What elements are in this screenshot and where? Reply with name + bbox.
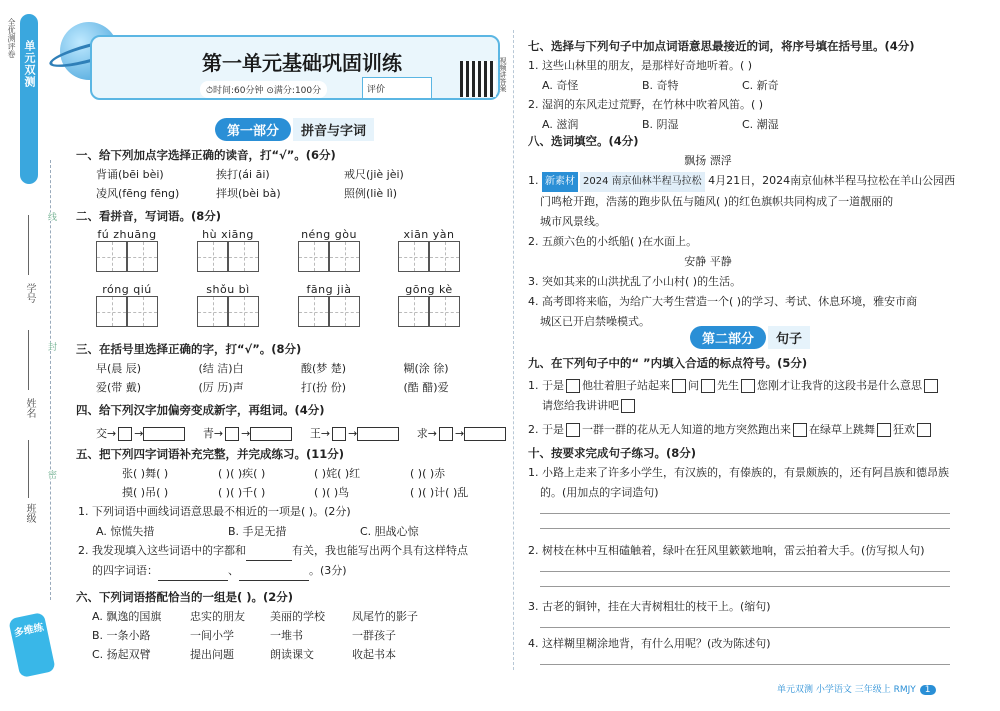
writing-box[interactable] xyxy=(298,296,329,327)
q10-s1a: 1. 小路上走来了许多小学生，有汉族的，有傣族的，有景颇族的，还有阿昌族和德昂族 xyxy=(528,466,949,479)
q9-text: 一群一群的花从无人知道的地方突然跑出来 xyxy=(582,423,791,436)
writing-box[interactable] xyxy=(228,241,259,272)
field-name: 姓名 xyxy=(24,398,35,418)
pinyin-text: fú zhuāng xyxy=(97,228,157,241)
q6-item: 一堆书 xyxy=(270,629,303,642)
q1-item[interactable]: 背诵(bēi bèi) xyxy=(96,168,164,181)
pinyin-text: xiān yàn xyxy=(403,228,455,241)
q7-option[interactable]: B. 奇特 xyxy=(642,79,679,92)
score-box[interactable] xyxy=(362,77,432,99)
writing-box[interactable] xyxy=(127,296,158,327)
q5-option[interactable]: A. 惊慌失措 xyxy=(96,525,155,538)
q2-title: 二、看拼音，写词语。(8分) xyxy=(76,209,222,223)
q8-s4a: 4. 高考即将来临，为给广大考生营造一个( )的学习、考试、休息环境，雅安市商 xyxy=(528,295,918,308)
q9-text: 您刚才让我背的这段书是什么意思 xyxy=(757,379,922,392)
q6-title: 六、下列词语搭配恰当的一组是( )。(2分) xyxy=(76,590,294,604)
writing-box[interactable] xyxy=(329,296,360,327)
question-10 xyxy=(528,444,968,665)
q5-title: 五、把下列四字词语补充完整，并完成练习。(11分) xyxy=(76,447,345,461)
q10-s4: 4. 这样糊里糊涂地背，有什么用呢？(改为陈述句) xyxy=(528,637,771,650)
q1-item[interactable]: 拌坝(bèi bà) xyxy=(216,187,281,200)
q6-item: 提出问题 xyxy=(190,648,234,661)
q10-s2: 2. 树枝在林中互相磕触着，绿叶在狂风里簌簌地响，雷云拍着大手。(仿写拟人句) xyxy=(528,544,925,557)
qr-code-icon[interactable] xyxy=(460,61,496,97)
q5-sub2-text: 的四字词语： xyxy=(92,564,158,577)
q6-item: 凤尾竹的影子 xyxy=(352,610,418,623)
q5-idiom[interactable]: ( )( )疾( ) xyxy=(218,467,266,480)
question-4: 四、给下列汉字加偏旁变成新字，再组词。(4分) 交→ → 青→ → 王→ → 求→ → xyxy=(76,401,506,444)
pinyin-text: róng qiú xyxy=(102,283,152,296)
title-banner xyxy=(90,35,507,100)
radical-box[interactable] xyxy=(118,427,132,441)
pinyin-text: néng gòu xyxy=(301,228,357,241)
q1-item[interactable]: 照例(liè lì) xyxy=(344,187,398,200)
q8-words2: 安静 平静 xyxy=(684,255,732,268)
q9-text: 问 xyxy=(688,379,699,392)
question-9 xyxy=(528,354,968,440)
pinyin-group xyxy=(197,228,259,272)
writing-box[interactable] xyxy=(429,241,460,272)
q10-title: 十、按要求完成句子练习。(8分) xyxy=(528,446,697,460)
writing-box[interactable] xyxy=(228,296,259,327)
writing-box[interactable] xyxy=(197,241,228,272)
pinyin-group xyxy=(197,283,259,327)
q5-sub2-text: 。(3分) xyxy=(309,564,347,577)
word-box[interactable] xyxy=(357,427,399,441)
q8-s1a: 4月21日，2024南京仙林半程马拉松在羊山公园西 xyxy=(708,174,956,187)
word-box[interactable] xyxy=(143,427,185,441)
punct-box[interactable] xyxy=(917,423,931,437)
q5-sub2-blank[interactable] xyxy=(158,580,228,581)
radical-box[interactable] xyxy=(225,427,239,441)
q8-title: 八、选词填空。(4分) xyxy=(528,134,639,148)
q1-item[interactable]: 挨打(ái āi) xyxy=(216,168,270,181)
pinyin-group xyxy=(96,228,158,272)
q6-item: 美丽的学校 xyxy=(270,610,325,623)
writing-box[interactable] xyxy=(329,241,360,272)
answer-line[interactable] xyxy=(540,664,950,665)
q8-s4b: 城区已开启禁噪模式。 xyxy=(540,315,650,328)
q9-text: 请您给我讲讲吧 xyxy=(542,399,619,412)
question-3 xyxy=(76,340,506,397)
time-score-meta: ⏱时间:60分钟 ⊙满分:100分 xyxy=(200,81,327,98)
part2-heading xyxy=(690,326,810,349)
q7-option[interactable]: A. 奇怪 xyxy=(542,79,579,92)
new-material-tag: 新素材 xyxy=(542,172,578,192)
q7-option[interactable]: C. 新奇 xyxy=(742,79,779,92)
q4-char: 求 xyxy=(416,427,428,440)
writing-box[interactable] xyxy=(298,241,329,272)
writing-box[interactable] xyxy=(429,296,460,327)
q1-item[interactable]: 戒尺(jiè jèi) xyxy=(344,168,404,181)
answer-line[interactable] xyxy=(540,513,950,514)
pinyin-group xyxy=(398,283,460,327)
field-line-3 xyxy=(28,440,29,498)
q3-item[interactable]: (酷 醋)爱 xyxy=(403,381,449,394)
punct-box[interactable] xyxy=(793,423,807,437)
field-class: 班级 xyxy=(24,503,35,523)
pinyin-group xyxy=(298,283,360,327)
q5-sub1: 1. 下列词语中画线词语意思最不相近的一项是( )。(2分) xyxy=(78,505,351,518)
q4-char: 王 xyxy=(309,427,321,440)
q7-option[interactable]: A. 滋润 xyxy=(542,118,579,131)
punct-box[interactable] xyxy=(566,379,580,393)
punct-box[interactable] xyxy=(621,399,635,413)
field-student-number: 学号 xyxy=(24,283,35,303)
q6-item[interactable]: C. 扬起双臂 xyxy=(92,648,151,661)
q3-title: 三、在括号里选择正确的字，打“√”。(8分) xyxy=(76,342,302,356)
q8-s3: 3. 突如其来的山洪扰乱了小山村( )的生活。 xyxy=(528,275,742,288)
q7-s2: 2. 湿润的东风走过荒野，在竹林中吹着风笛。( ) xyxy=(528,98,764,111)
score-label: 评价 xyxy=(367,85,386,95)
answer-line[interactable] xyxy=(540,627,950,628)
pinyin-text: hù xiāng xyxy=(202,228,254,241)
q1-title: 一、给下列加点字选择正确的读音，打“√”。(6分) xyxy=(76,148,336,162)
part1-pill: 第一部分 xyxy=(215,118,291,141)
q9-text: 他壮着胆子站起来 xyxy=(582,379,670,392)
q7-s1: 1. 这些山林里的朋友，是那样好奇地听着。( ) xyxy=(528,59,753,72)
q9-text: 1. 于是 xyxy=(528,379,564,392)
writing-box[interactable] xyxy=(398,296,429,327)
q6-item: 忠实的朋友 xyxy=(190,610,245,623)
question-2 xyxy=(76,207,221,226)
answer-line[interactable] xyxy=(540,586,950,587)
part1-heading xyxy=(215,118,374,141)
q6-item: 朗读课文 xyxy=(270,648,314,661)
q4-char: 交 xyxy=(96,427,107,440)
page-number: 1 xyxy=(920,685,936,695)
writing-box[interactable] xyxy=(96,241,127,272)
q5-idiom[interactable]: ( )( )赤 xyxy=(410,467,446,480)
q7-title: 七、选择与下列句子中加点词语意思最接近的词，将序号填在括号里。(4分) xyxy=(528,39,915,53)
answer-line[interactable] xyxy=(540,571,950,572)
writing-box[interactable] xyxy=(127,241,158,272)
cut-label-2: 封 xyxy=(46,342,56,351)
q5-sub2-text: 、 xyxy=(228,564,239,577)
q5-idiom[interactable]: ( )( )计( )乱 xyxy=(410,486,469,499)
q5-idiom[interactable]: ( )姹( )红 xyxy=(314,467,361,480)
q10-s3: 3. 古老的铜钟，挂在大青树粗壮的枝干上。(缩句) xyxy=(528,600,771,613)
binding-strip xyxy=(0,0,62,711)
pinyin-text: fāng jià xyxy=(306,283,352,296)
q8-s2: 2. 五颜六色的小纸船( )在水面上。 xyxy=(528,235,698,248)
pinyin-text: shǒu bì xyxy=(206,283,250,296)
answer-line[interactable] xyxy=(540,528,950,529)
pinyin-text: gōng kè xyxy=(405,283,453,296)
q3-item[interactable]: 酸(梦 楚) xyxy=(301,362,347,375)
page-title: 第一单元基础巩固训练 xyxy=(202,51,402,75)
q5-sub2-text: 2. 我发现填入这些词语中的字都和 xyxy=(78,544,246,557)
brand-text: 单元双测 xyxy=(23,40,36,88)
word-box[interactable] xyxy=(464,427,506,441)
q7-option[interactable]: B. 阴湿 xyxy=(642,118,679,131)
q3-item[interactable]: 打(扮 份) xyxy=(301,381,347,394)
q5-option[interactable]: C. 胆战心惊 xyxy=(360,525,419,538)
q9-text: 2. 于是 xyxy=(528,423,564,436)
question-8: 八、选词填空。(4分) 飘扬 漂浮 1. 新素材 2024 南京仙林半程马拉松 4月21日，2024南京仙林半程马拉松在羊山公园西 门鸣枪开跑，浩荡的跑步队伍与随风( )的红色旗帜共同构成了一道靓丽的 城市风景线。 2. 五颜六色的小纸船( )在水面上。 安静 平静 3. 突如其来的山洪扰乱了小山村( )的生活。 4. 高考即将来临，为给广大考生营造一个( )的学习、考试、休息环境，雅安市商 城区已开启禁噪模式。 xyxy=(528,132,968,332)
column-divider xyxy=(513,30,514,670)
pinyin-group xyxy=(398,228,460,272)
part1-sub: 拼音与字词 xyxy=(293,118,374,141)
q10-s1b: 的。(用加点的字词造句) xyxy=(540,486,659,499)
q6-item: 收起书本 xyxy=(352,648,396,661)
punct-box[interactable] xyxy=(924,379,938,393)
pinyin-group xyxy=(96,283,158,327)
q4-title: 四、给下列汉字加偏旁变成新字，再组词。(4分) xyxy=(76,403,325,417)
q5-sub2-text: 有关，我也能写出两个具有这样特点 xyxy=(292,544,468,557)
q9-text: 先生 xyxy=(717,379,739,392)
q1-item[interactable]: 凌风(fēng fēng) xyxy=(96,187,180,200)
q6-item[interactable]: B. 一条小路 xyxy=(92,629,151,642)
q6-item: 一群孩子 xyxy=(352,629,396,642)
cut-label-3: 密 xyxy=(46,470,56,479)
word-box[interactable] xyxy=(250,427,292,441)
writing-box[interactable] xyxy=(96,296,127,327)
field-line-2 xyxy=(28,330,29,390)
q8-s1b: 门鸣枪开跑，浩荡的跑步队伍与随风( )的红色旗帜共同构成了一道靓丽的 xyxy=(540,195,894,208)
q6-item: 一间小学 xyxy=(190,629,234,642)
q5-option[interactable]: B. 手足无措 xyxy=(228,525,287,538)
punct-box[interactable] xyxy=(741,379,755,393)
q5-idiom[interactable]: ( )( )千( ) xyxy=(218,486,266,499)
q8-s1c: 城市风景线。 xyxy=(540,215,606,228)
q3-item[interactable]: (厉 历)声 xyxy=(198,381,244,394)
q5-idiom[interactable]: 摸( )吊( ) xyxy=(122,486,169,499)
cut-label-1: 线 xyxy=(46,212,56,221)
event-tag: 2024 南京仙林半程马拉松 xyxy=(580,172,705,192)
qr-label: 视频讲答案 xyxy=(499,57,507,92)
q9-text: 狂欢 xyxy=(893,423,915,436)
punct-box[interactable] xyxy=(672,379,686,393)
q8-words1: 飘扬 漂浮 xyxy=(684,154,732,167)
writing-box[interactable] xyxy=(197,296,228,327)
q3-item[interactable]: 早(晨 辰) xyxy=(96,362,142,375)
part2-sub: 句子 xyxy=(768,326,810,349)
question-7 xyxy=(528,37,968,134)
field-line-1 xyxy=(28,215,29,275)
brand-sub: 全优测评卷 xyxy=(7,18,16,58)
punct-box[interactable] xyxy=(566,423,580,437)
radical-box[interactable] xyxy=(439,427,453,441)
q6-item[interactable]: A. 飘逸的国旗 xyxy=(92,610,162,623)
q3-item[interactable]: 糊(涂 徐) xyxy=(403,362,449,375)
punct-box[interactable] xyxy=(877,423,891,437)
writing-box[interactable] xyxy=(398,241,429,272)
q5-sub2-blank[interactable] xyxy=(239,580,309,581)
q3-item[interactable]: (结 洁)白 xyxy=(198,362,244,375)
cut-line xyxy=(50,160,51,600)
footer-text: 单元双测 小学语文 三年级上 RMJY xyxy=(777,685,916,695)
question-6 xyxy=(76,588,506,664)
q7-option[interactable]: C. 潮湿 xyxy=(742,118,779,131)
q9-title: 九、在下列句子中的“ ”内填入合适的标点符号。(5分) xyxy=(528,356,808,370)
question-1 xyxy=(76,146,506,203)
q5-idiom[interactable]: 张( )舞( ) xyxy=(122,467,169,480)
series-logo: 多维练 xyxy=(8,612,56,678)
q9-text: 在绿草上跳舞 xyxy=(809,423,875,436)
radical-box[interactable] xyxy=(332,427,346,441)
q3-item[interactable]: 爱(带 戴) xyxy=(96,381,142,394)
pinyin-group xyxy=(298,228,360,272)
page-footer xyxy=(777,682,936,695)
part2-pill: 第二部分 xyxy=(690,326,766,349)
punct-box[interactable] xyxy=(701,379,715,393)
question-5 xyxy=(76,445,506,581)
q5-idiom[interactable]: ( )( )鸟 xyxy=(314,486,350,499)
q4-char: 青 xyxy=(202,427,214,440)
